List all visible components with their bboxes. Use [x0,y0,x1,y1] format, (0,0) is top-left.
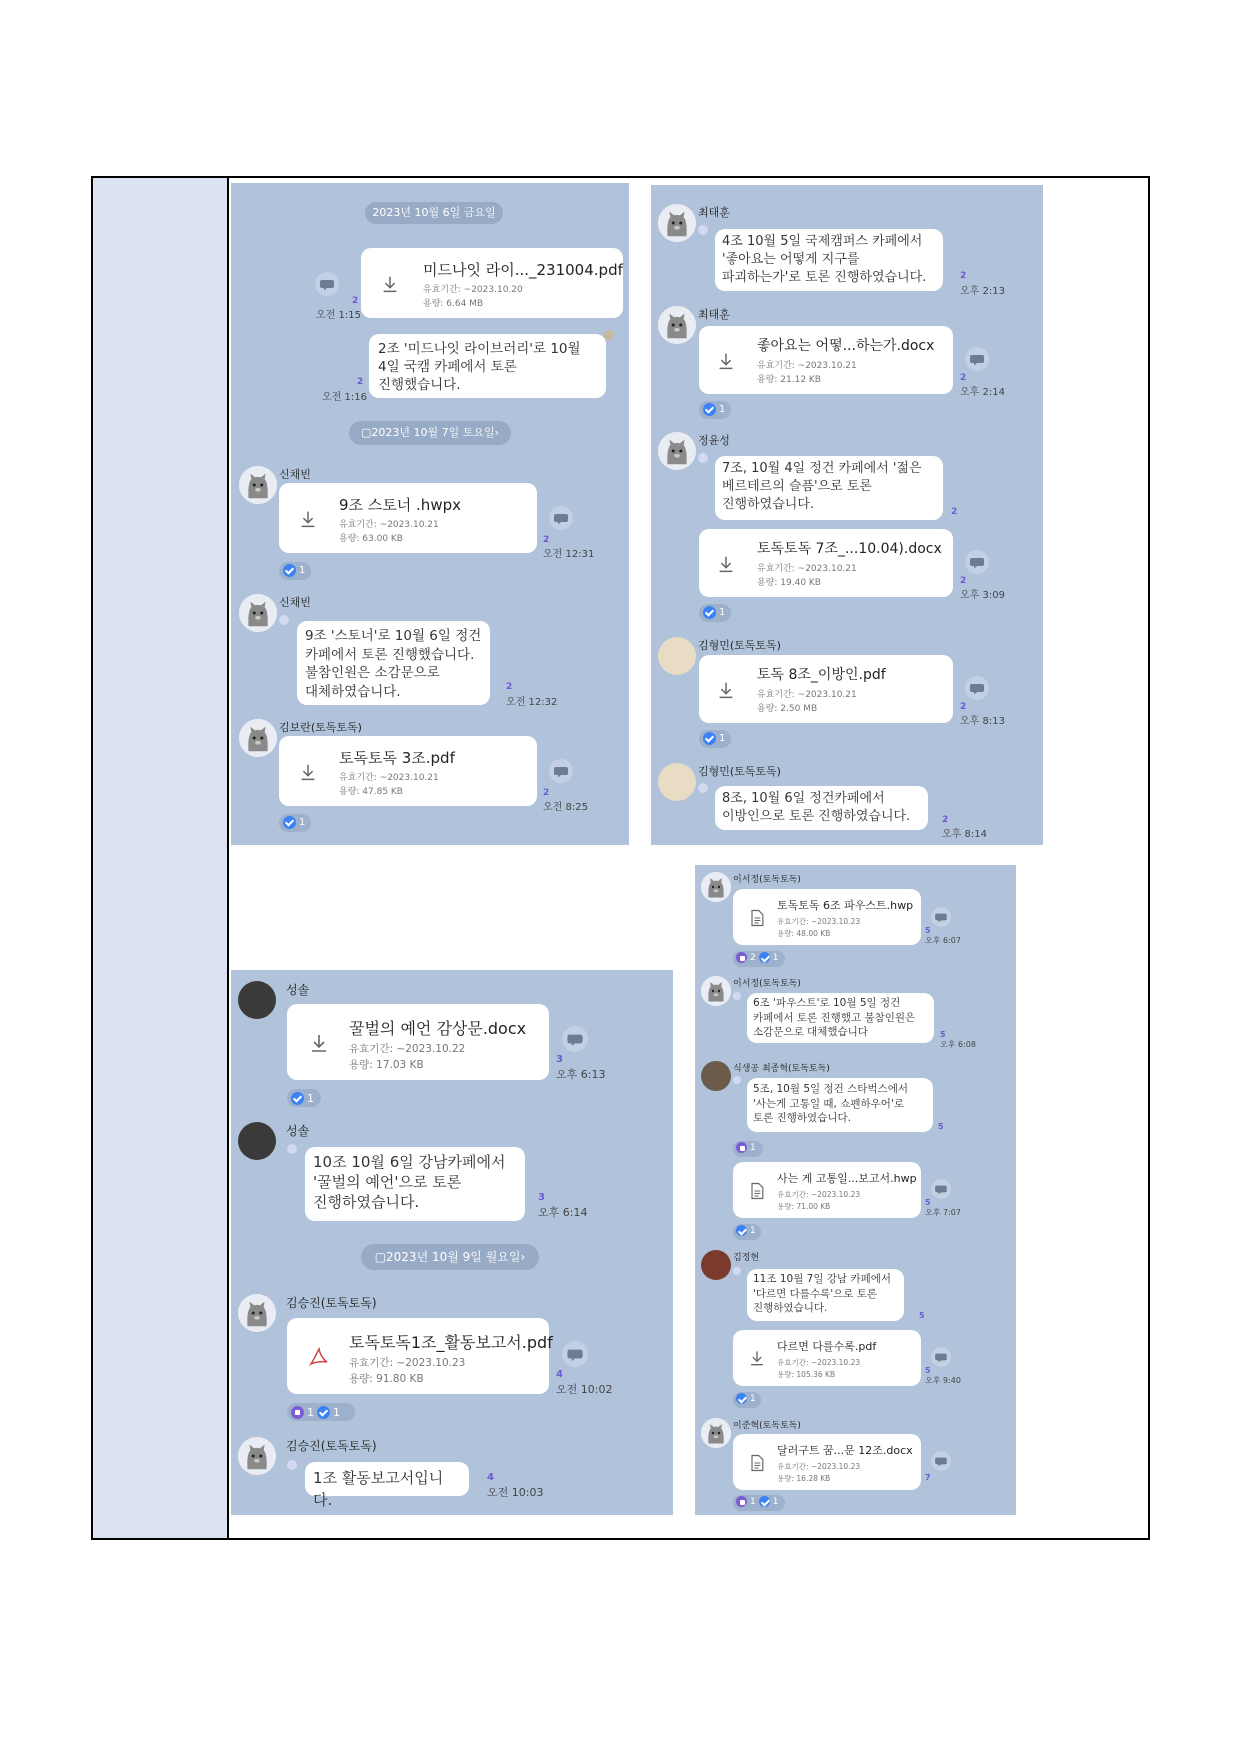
message-time: 오후 9:40 [925,1376,961,1385]
message-time: 오후 6:13 [556,1068,606,1081]
sender-name: 최태훈 [698,308,730,321]
file-size: 용량: 17.03 KB [349,1059,424,1071]
unread-count: 3 [556,1054,563,1065]
bubble-tail [287,1144,297,1154]
share-icon[interactable] [931,1179,951,1199]
share-icon[interactable] [965,347,989,371]
check-icon [736,1225,747,1236]
message-time: 오후 8:13 [960,716,1005,727]
reaction-count: 1 [719,404,726,415]
unread-count: 5 [925,1366,931,1375]
message-time: 오전 1:15 [316,310,361,321]
read-reaction[interactable] [699,401,731,419]
file-expiry: 유효기간: ~2023.10.21 [757,690,857,700]
check-icon [736,1393,747,1404]
pdf-icon [307,1345,331,1369]
reaction-count: 1 [750,1393,756,1404]
file-name: 달러구트 꿈...문 12조.docx [777,1444,913,1457]
check-icon [703,606,716,619]
check-icon [317,1406,330,1419]
file-message[interactable] [287,1004,549,1080]
reaction-emoji [604,330,614,340]
sender-name: 신채빈 [279,468,311,481]
chevron-right-icon: › [520,1250,526,1264]
thumbs-up-icon [736,952,747,963]
unread-count: 2 [357,377,364,387]
read-reaction[interactable] [279,562,311,580]
file-size: 용량: 19.40 KB [757,578,821,588]
text-message[interactable]: 2조 '미드나잇 라이브러리'로 10월 4일 국캠 카페에서 토론 진행했습니다. [369,334,606,398]
check-icon [703,732,716,745]
unread-count: 2 [543,788,550,798]
file-name: 꿀벌의 예언 감상문.docx [349,1019,527,1038]
unread-count: 2 [506,682,513,692]
chevron-right-icon: › [494,426,500,439]
file-size: 용량: 105.36 KB [777,1370,836,1379]
text-message[interactable]: 6조 '파우스트'로 10월 5일 정건 카페에서 토론 진행했고 불참인원은 소감문으로 대체했습니다 [747,993,934,1043]
read-reaction[interactable] [287,1089,321,1107]
file-expiry: 유효기간: ~2023.10.23 [777,917,861,926]
share-icon[interactable] [965,676,989,700]
file-message[interactable] [733,1330,921,1386]
file-size: 용량: 91.80 KB [349,1373,424,1385]
sender-name: 이서정(토독토독) [733,875,801,885]
date-divider[interactable] [349,421,511,445]
check-icon [703,403,716,416]
reaction-count: 1 [750,1225,756,1236]
chat-screenshot-1 [231,183,629,845]
file-name: 토독토독 3조.pdf [339,749,455,767]
file-name: 토독 8조_이방인.pdf [757,667,886,683]
text-message[interactable]: 9조 '스토너'로 10월 6일 정건 카페에서 토론 진행했습니다. 불참인원은 소감문으로 대체하였습니다. [297,621,490,705]
message-time: 오후 2:13 [960,286,1005,297]
bubble-tail [698,783,708,793]
file-size: 용량: 6.64 MB [423,299,484,309]
bubble-tail [733,1076,741,1084]
share-icon[interactable] [315,272,339,296]
like-reaction[interactable] [287,1403,355,1421]
text-message[interactable]: 1조 활동보고서입니다. [305,1462,469,1496]
message-time: 오후 7:07 [925,1208,961,1217]
thumbs-up-icon [736,1496,747,1507]
read-reaction[interactable] [699,730,731,748]
unread-count: 5 [919,1311,925,1320]
file-message[interactable] [361,248,623,318]
message-time: 오후 8:14 [942,829,987,840]
file-size: 용량: 47.85 KB [339,787,403,797]
message-time: 오전 12:32 [506,697,558,708]
reaction-count: 1 [772,1496,779,1507]
document-icon [747,1180,767,1202]
left-label-column [93,178,229,1538]
reaction-count: 1 [719,733,726,744]
avatar [658,637,696,675]
unread-count: 2 [942,815,949,825]
date-divider [365,202,503,224]
file-name: 토독토독1조_활동보고서.pdf [349,1333,553,1352]
cat-avatar-icon [239,719,277,757]
sender-name: 김승진(토독토독) [286,1439,377,1453]
share-icon[interactable] [549,759,573,783]
avatar [658,763,696,801]
date-text: 2023년 10월 9일 월요일 [386,1250,521,1264]
download-icon [379,273,401,295]
file-name: 사는 게 고통일...보고서.hwp [777,1172,917,1185]
sender-name: 최태훈 [698,206,730,219]
avatar [239,594,277,632]
file-expiry: 유효기간: ~2023.10.21 [757,361,857,371]
sender-name: 이서정(토독토독) [733,979,801,989]
message-time: 오후 6:08 [940,1040,976,1049]
cat-avatar-icon [239,594,277,632]
date-text: 2023년 10월 6일 금요일 [372,206,496,219]
calendar-icon: ▢ [360,426,372,439]
sender-name: 김보란(토독토독) [279,721,362,734]
read-reaction[interactable] [733,1224,761,1240]
sender-name: 이준혁(토독토독) [733,1421,801,1431]
chat-screenshot-2 [651,185,1043,845]
calendar-icon: ▢ [374,1250,387,1264]
file-size: 용량: 21.12 KB [757,375,821,385]
sender-name: 정윤성 [698,434,730,447]
read-reaction[interactable] [699,604,731,622]
sender-name: 김형민(토독토독) [698,765,781,778]
file-name: 좋아요는 어떻...하는가.docx [757,338,935,354]
text-message[interactable]: 4조 10월 5일 국제캠퍼스 카페에서 '좋아요는 어떻게 지구를 파괴하는가'로 토론 진행하였습니다. [715,229,943,291]
document-icon [747,1452,767,1474]
message-time: 오전 12:31 [543,549,595,560]
reaction-count: 1 [333,1405,340,1419]
reaction-count: 1 [750,1496,756,1507]
thumbs-up-icon [291,1406,304,1419]
share-icon[interactable] [931,1451,951,1471]
file-message[interactable] [699,655,953,723]
message-time: 오후 3:09 [960,590,1005,601]
reaction-count: 2 [750,952,756,963]
file-expiry: 유효기간: ~2023.10.23 [777,1462,861,1471]
cat-avatar-icon [238,1437,276,1475]
document-icon [747,907,767,929]
unread-count: 5 [938,1122,944,1131]
file-size: 용량: 2.50 MB [757,704,818,714]
unread-count: 7 [925,1473,931,1482]
unread-count: 2 [951,507,958,517]
file-message[interactable] [699,529,953,597]
unread-count: 5 [925,1198,931,1207]
bubble-tail [287,1460,297,1470]
file-expiry: 유효기간: ~2023.10.23 [777,1190,861,1199]
file-expiry: 유효기간: ~2023.10.21 [339,773,439,783]
text-message[interactable]: 8조, 10월 6일 정건카페에서 이방인으로 토론 진행하였습니다. [715,786,928,830]
avatar [238,1122,276,1160]
avatar [701,1250,731,1280]
reaction-count: 1 [307,1405,314,1419]
avatar [238,1294,276,1332]
share-icon[interactable] [931,1347,951,1367]
avatar [238,981,276,1019]
avatar [658,204,696,242]
unread-count: 5 [940,1030,946,1039]
check-icon [283,816,296,829]
message-time: 오후 2:14 [960,387,1005,398]
file-message[interactable] [699,326,953,394]
file-size: 용량: 71.00 KB [777,1202,831,1211]
text-message[interactable]: 10조 10월 6일 강남카페에서 '꿀벌의 예언'으로 토론 진행하였습니다. [305,1147,525,1221]
share-icon[interactable] [931,907,951,927]
cat-avatar-icon [701,1418,731,1448]
sender-name: 신채빈 [279,596,311,609]
file-message[interactable] [279,483,537,553]
file-size: 용량: 16.28 KB [777,1474,831,1483]
check-icon [759,952,770,963]
message-time: 오후 6:07 [925,936,961,945]
like-reaction[interactable] [733,1141,763,1157]
avatar [701,976,731,1006]
file-expiry: 유효기간: ~2023.10.21 [757,564,857,574]
check-icon [283,564,296,577]
sender-name: 김형민(토독토독) [698,639,781,652]
avatar [701,1061,731,1091]
cat-avatar-icon [658,204,696,242]
thumbs-up-icon [736,1142,747,1153]
unread-count: 2 [960,271,967,281]
download-icon [715,553,737,575]
message-time: 오전 10:02 [556,1383,613,1396]
file-message[interactable] [279,736,537,806]
chat-screenshot-4 [695,865,1016,1515]
sender-name: 성솔 [286,983,310,997]
check-icon [291,1092,304,1105]
file-expiry: 유효기간: ~2023.10.23 [777,1358,861,1367]
unread-count: 2 [960,702,967,712]
unread-count: 2 [543,535,550,545]
file-expiry: 유효기간: ~2023.10.21 [339,520,439,530]
cat-avatar-icon [238,1294,276,1332]
bubble-tail [733,992,741,1000]
avatar [238,1437,276,1475]
unread-count: 2 [960,576,967,586]
message-time: 오전 8:25 [543,802,588,813]
file-message[interactable] [733,889,921,945]
cat-avatar-icon [658,432,696,470]
file-size: 용량: 48.00 KB [777,929,831,938]
cat-avatar-icon [701,976,731,1006]
cat-avatar-icon [658,306,696,344]
check-icon [759,1496,770,1507]
unread-count: 5 [925,926,931,935]
bubble-tail [279,615,289,625]
bubble-tail [733,1267,741,1275]
file-message[interactable] [733,1434,921,1490]
unread-count: 3 [538,1192,545,1203]
reaction-count: 1 [307,1091,314,1105]
unread-count: 2 [352,296,359,306]
date-text: 2023년 10월 7일 토요일 [371,426,495,439]
like-reaction[interactable] [733,1495,785,1511]
download-icon [297,508,319,530]
text-message[interactable]: 11조 10월 7일 강남 카페에서 '다르면 다를수록'으로 토론 진행하였습니다. [747,1269,904,1321]
reaction-count: 1 [299,817,306,828]
sender-name: 식생공 최종혁(토독토독) [733,1064,830,1074]
message-time: 오전 10:03 [487,1486,544,1499]
cat-avatar-icon [701,872,731,902]
message-time: 오전 1:16 [322,392,367,403]
unread-count: 4 [556,1369,563,1380]
avatar [701,1418,731,1448]
unread-count: 2 [960,373,967,383]
download-icon [747,1348,767,1368]
file-expiry: 유효기간: ~2023.10.22 [349,1043,466,1055]
file-message[interactable] [287,1318,553,1394]
sender-name: 성솔 [286,1124,310,1138]
bubble-tail [698,225,708,235]
file-expiry: 유효기간: ~2023.10.23 [349,1357,466,1369]
download-icon [307,1031,331,1055]
file-name: 토독토독 6조 파우스트.hwp [777,899,914,912]
sender-name: 김정현 [733,1253,760,1263]
sender-name: 김승진(토독토독) [286,1296,377,1310]
file-expiry: 유효기간: ~2023.10.20 [423,285,523,295]
file-name: 다르면 다를수록.pdf [777,1340,877,1353]
avatar [239,719,277,757]
text-message[interactable]: 5조, 10월 5일 정건 스타벅스에서 '사는게 고통일 때, 쇼펜하우어'로 토론 진행하였습니다. [747,1078,933,1132]
document-frame [91,176,1150,1540]
reaction-count: 1 [299,565,306,576]
file-name: 9조 스토너 .hwpx [339,496,461,514]
file-name: 토독토독 7조_...10.04).docx [757,541,942,557]
unread-count: 4 [487,1472,494,1483]
read-reaction[interactable] [733,1392,761,1408]
avatar [239,466,277,504]
download-icon [715,679,737,701]
reaction-count: 1 [772,952,779,963]
like-reaction[interactable] [733,951,785,967]
cat-avatar-icon [239,466,277,504]
bubble-tail [698,453,708,463]
share-icon[interactable] [965,550,989,574]
avatar [658,432,696,470]
download-icon [297,761,319,783]
message-time: 오후 6:14 [538,1206,588,1219]
reaction-count: 1 [719,607,726,618]
read-reaction[interactable] [279,814,311,832]
avatar [658,306,696,344]
download-icon [715,350,737,372]
text-message[interactable]: 7조, 10월 4일 정건 카페에서 '젊은 베르테르의 슬픔'으로 토론 진행하였습니다. [715,456,943,520]
date-divider[interactable] [361,1244,539,1270]
reaction-count: 1 [750,1142,756,1153]
share-icon[interactable] [549,506,573,530]
file-name: 미드나잇 라이..._231004.pdf [423,261,623,279]
chat-screenshot-3 [231,970,673,1515]
file-size: 용량: 63.00 KB [339,534,403,544]
share-icon[interactable] [562,1026,588,1052]
avatar [701,872,731,902]
file-message[interactable] [733,1162,921,1218]
share-icon[interactable] [562,1341,588,1367]
